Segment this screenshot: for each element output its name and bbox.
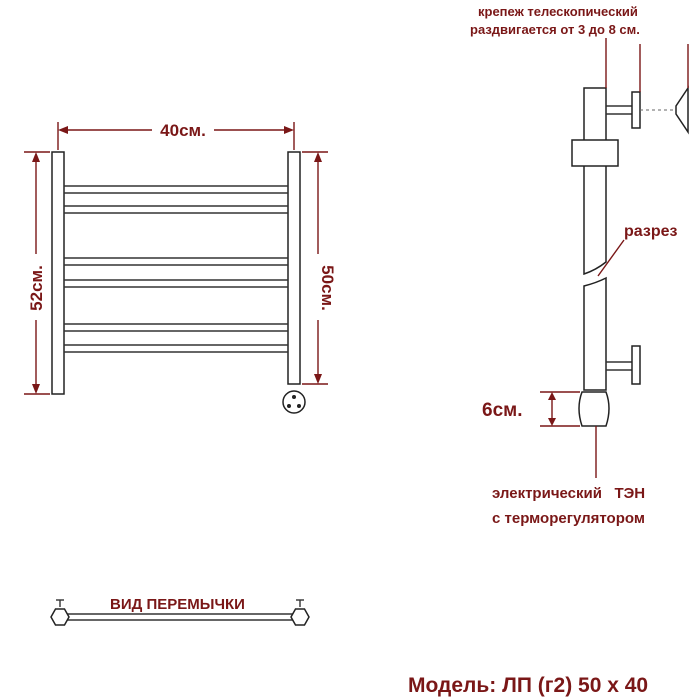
upper-bracket bbox=[606, 88, 688, 132]
right-riser bbox=[288, 152, 300, 384]
lower-riser-segment bbox=[584, 278, 606, 390]
heater-height-dimension bbox=[540, 392, 580, 426]
heater-label-line2: с терморегулятором bbox=[492, 510, 645, 527]
mount-dimension bbox=[606, 38, 688, 92]
cut-label: разрез bbox=[624, 223, 678, 240]
heater-plug-front bbox=[283, 391, 305, 413]
lower-bracket bbox=[606, 346, 640, 384]
mount-label-line2: раздвигается от 3 до 8 см. bbox=[470, 22, 640, 37]
mount-collar bbox=[572, 140, 618, 166]
upper-riser-segment bbox=[584, 88, 606, 274]
height-axis-label: 50см. bbox=[318, 265, 337, 311]
model-label: Модель: ЛП (г2) 50 х 40 bbox=[408, 674, 649, 697]
jumper-view-label: ВИД ПЕРЕМЫЧКИ bbox=[110, 596, 245, 613]
height-total-label: 52см. bbox=[27, 265, 46, 311]
side-view bbox=[540, 38, 688, 478]
left-riser bbox=[52, 152, 64, 394]
jumper-right-fitting bbox=[291, 609, 309, 625]
heater-body bbox=[579, 392, 609, 426]
width-label: 40см. bbox=[160, 121, 206, 140]
rungs bbox=[64, 186, 288, 352]
heater-height-label: 6см. bbox=[482, 400, 523, 421]
front-view bbox=[24, 121, 337, 413]
mount-label-line1: крепеж телескопический bbox=[478, 4, 638, 19]
heater-label-line1: электрический ТЭН bbox=[492, 485, 646, 502]
jumper-left-fitting bbox=[51, 609, 69, 625]
